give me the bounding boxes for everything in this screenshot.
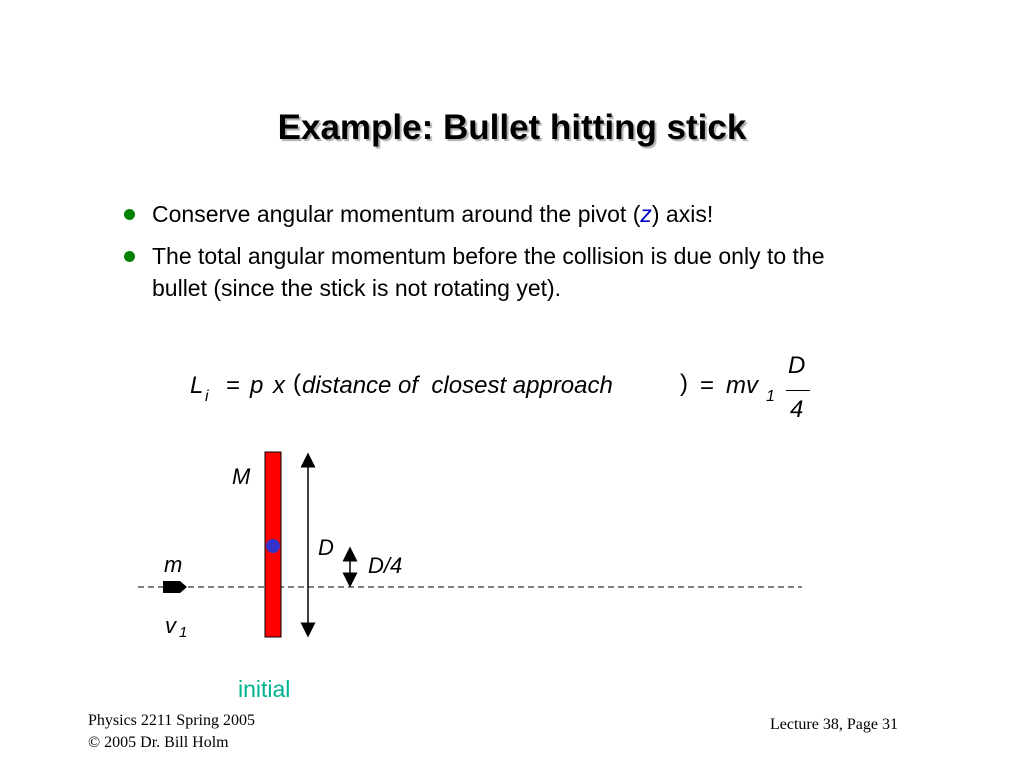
eq-p: p <box>250 372 264 399</box>
bullet-velocity-label: v <box>165 613 176 638</box>
eq-equals-1: = <box>226 372 241 399</box>
eq-open-paren: ( <box>293 370 301 397</box>
eq-close-paren: ) <box>680 370 688 397</box>
bullet-text: The total angular momentum before the collision is due only to the bullet (since the stick is not rotating yet). <box>152 243 825 301</box>
eq-numerator: D <box>788 352 806 379</box>
bullet-text-pre: Conserve angular momentum around the pivot ( <box>152 201 641 227</box>
bullet-velocity-subscript: 1 <box>179 624 188 641</box>
stick-length-label: D <box>318 535 334 560</box>
eq-sub-1: 1 <box>766 388 775 405</box>
slide-title: Example: Bullet hitting stick <box>277 108 747 147</box>
eq-L: L <box>190 372 204 399</box>
eq-denominator: 4 <box>790 396 804 423</box>
eq-phrase: distance of closest approach <box>302 372 613 399</box>
offset-label: D/4 <box>368 553 403 578</box>
stick-mass-label: M <box>232 464 251 489</box>
bullet-icon <box>163 581 187 593</box>
bullet-mass-label: m <box>164 552 183 577</box>
course-name: Physics 2211 Spring 2005 <box>88 712 255 729</box>
bullet-text-post: ) axis! <box>651 201 714 227</box>
pivot-point <box>266 539 280 553</box>
eq-equals-2: = <box>700 372 715 399</box>
eq-x: x <box>273 372 285 399</box>
copyright-notice: © 2005 Dr. Bill Holm <box>88 734 229 751</box>
eq-mv: mv <box>726 372 758 399</box>
page-number: Lecture 38, Page 31 <box>770 716 898 733</box>
footer-left <box>88 710 255 754</box>
bullet-variable: z <box>640 201 652 227</box>
diagram-caption: initial <box>238 676 291 702</box>
eq-sub-i: i <box>205 388 209 405</box>
